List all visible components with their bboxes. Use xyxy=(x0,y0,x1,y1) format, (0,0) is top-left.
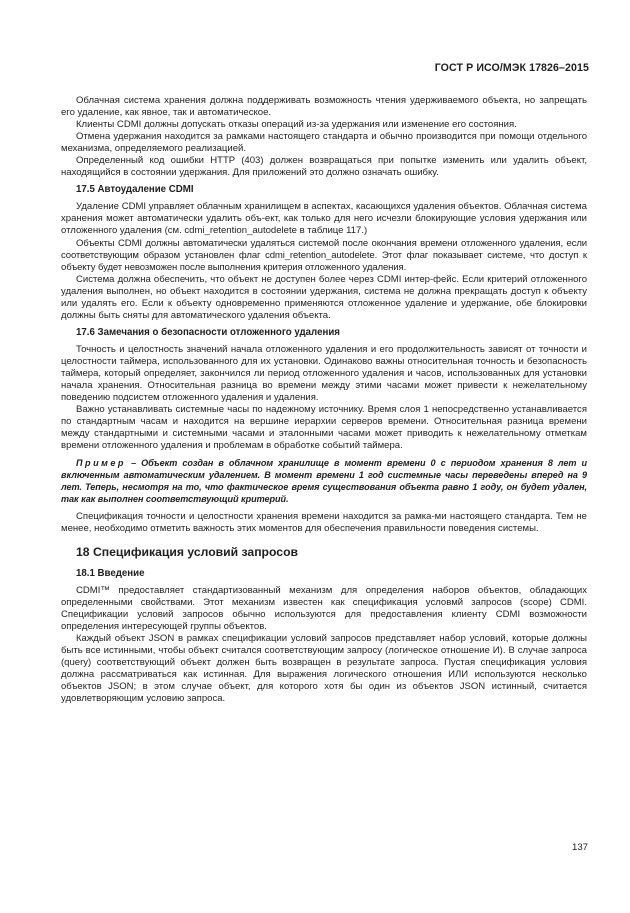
example-note xyxy=(61,457,587,505)
page-number: 137 xyxy=(571,842,588,853)
paragraph: Отмена удержания находится за рамками настоящего стандарта и обычно производится при помощи отдельного механизма, определяемого реализацией. xyxy=(61,131,587,155)
paragraph: Удаление CDMI управляет облачным хранилищем в аспектах, касающихся удаления объектов. Облачная система хранения может автоматически удалить объ-ект, как только для него исчезли блокирующие условия удержания или отложенного удаления (см. cdmi_retention_autodelete в таблице 117.) xyxy=(61,201,587,237)
section-heading-17-5: 17.5 Автоудаление CDMI xyxy=(76,184,194,196)
example-label: Пример xyxy=(76,458,126,469)
section-heading-17-6: 17.6 Замечания о безопасности отложенного удаления xyxy=(76,326,340,338)
paragraph: Точность и целостность значений начала отложенного удаления и его продолжительность зависят от точности и целостности таймера, использованного для их установки. Одинаково важны относительная точность и безопасность таймера, который определяет, закончился ли период отложенного удаления и часов, использованных для установки начала хранения. Относительная разница во времени между этими часами может привести к нежелательному поведению подсистем отложенного удаления и удаления. xyxy=(61,343,587,404)
paragraph: Каждый объект JSON в рамках спецификации условий запросов представляет набор условий, которые должны быть все истинными, чтобы объект считался соответствующим запросу (логическое отношение И). В случае запроса (query) соответствующий объект должен быть возвращен в результате запроса. Пустая спецификация условия должна рассматриваться как истинная. Для выражения логического отношения ИЛИ используются несколько объектов JSON; в этом случае объект, для которого хотя бы один из объектов JSON истинный, считается удовлетворяющим условию запроса. xyxy=(61,632,587,705)
paragraph: Важно устанавливать системные часы по надежному источнику. Время слоя 1 непосредственно устанавливается по стандартным часам и находится на вершине иерархии серверов времени. Относительная разница времени между стандартными и системными часами и эталонными часами может приводить к нежелательному отметкам времени отложенного удаления и проблемам в обработке событий таймера. xyxy=(61,404,587,452)
paragraph: Облачная система хранения должна поддерживать возможность чтения удерживаемого объекта, но запрещать его удаление, как явное, так и автоматическое. xyxy=(61,95,587,119)
running-header: ГОСТ Р ИСО/МЭК 17826–2015 xyxy=(434,62,589,74)
paragraph: Клиенты CDMI должны допускать отказы операций из-за удержания или изменение его состояния. xyxy=(76,119,517,131)
page-body xyxy=(61,95,587,705)
paragraph: Объекты CDMI должны автоматически удаляться системой после окончания времени отложенного удаления, если соответствующим образом установлен флаг cdmi_retention_autodelete. Этот флаг показывает системе, что доступ к объекту будет невозможен после выполнения критерия отложенного удаления. xyxy=(61,237,587,273)
paragraph: CDMI™ предоставляет стандартизованный механизм для определения наборов объектов, обладающих определенными свойствами. Этот механизм известен как спецификация условмй запросов (scope) CDMI. Спецификации условий запросов обычно используются для предоставления клиенту CDMI возможности определения интересующей группы объектов. xyxy=(61,584,587,632)
chapter-heading-18: 18 Спецификация условий запросов xyxy=(76,544,299,559)
paragraph: Определенный код ошибки HTTP (403) должен возвращаться при попытке изменить или удалить объект, находящийся в состоянии удержания. Для приложений это должно означать ошибку. xyxy=(61,155,587,179)
paragraph: Спецификация точности и целостности хранения времени находится за рамка-ми настоящего стандарта. Тем не менее, необходимо отметить важность этих моментов для обеспечения правильности поведения системы. xyxy=(61,510,587,534)
example-text: – Объект создан в облачном хранилище в момент времени 0 с периодом хранения 8 лет и включенным автоматическим удалением. В момент времени 1 год системные часы переведены вперед на 9 лет. Теперь, несмотря на то, что фактическое время существования объекта равно 1 году, он будет удален, так как выполнен соответствующий критерий. xyxy=(61,458,587,505)
paragraph: Система должна обеспечить, что объект не доступен более через CDMI интер-фейс. Если критерий отложенного удаления выполнен, но объект находится в состоянии удержания, система не должна прекращать доступ к объекту или удалять его. Если к объекту одновременно применяются отложенное удаление и удержание, обе блокировки должны быть сняты для автоматического удаления объекта. xyxy=(61,273,587,321)
section-heading-18-1: 18.1 Введение xyxy=(76,567,145,579)
